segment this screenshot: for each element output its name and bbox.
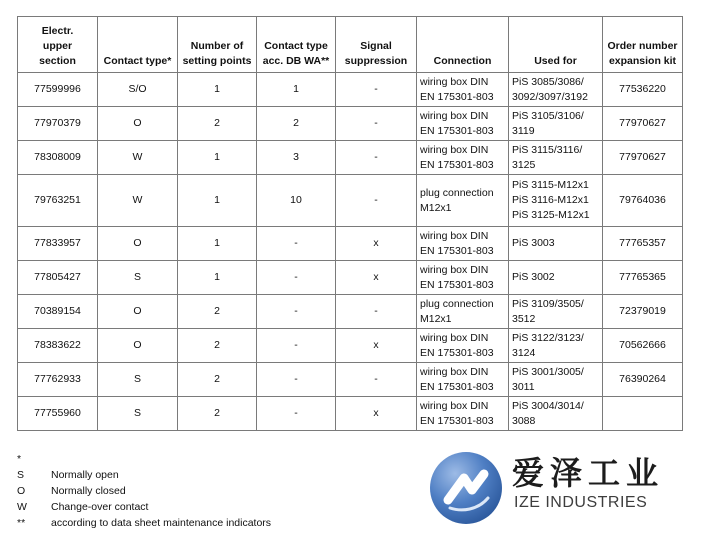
- footnote-row: [17, 451, 271, 467]
- cell-electr-upper-section: 77970379: [18, 107, 98, 141]
- cell-used-for: PiS 3105/3106/ 3119: [509, 107, 603, 141]
- cell-setting-points: 2: [178, 295, 257, 329]
- cell-electr-upper-section: 78308009: [18, 141, 98, 175]
- footnote-symbol: O: [17, 485, 26, 497]
- cell-connection: plug connection M12x1: [417, 295, 509, 329]
- cell-used-for: PiS 3002: [509, 261, 603, 295]
- cell-contact-type-db-wa: 10: [257, 175, 336, 227]
- cell-setting-points: 1: [178, 141, 257, 175]
- cell-order-number: 77765365: [603, 261, 683, 295]
- cell-signal-suppression: x: [336, 329, 417, 363]
- cell-contact-type: S: [98, 261, 178, 295]
- cell-contact-type: W: [98, 175, 178, 227]
- cell-electr-upper-section: 77805427: [18, 261, 98, 295]
- cell-setting-points: 1: [178, 261, 257, 295]
- footnote-symbol: **: [17, 517, 26, 529]
- cell-setting-points: 1: [178, 227, 257, 261]
- cell-order-number: 77765357: [603, 227, 683, 261]
- cell-electr-upper-section: 70389154: [18, 295, 98, 329]
- cell-setting-points: 1: [178, 73, 257, 107]
- logo-english-name: IZE INDUSTRIES: [514, 494, 648, 511]
- cell-contact-type-db-wa: -: [257, 397, 336, 431]
- cell-setting-points: 2: [178, 107, 257, 141]
- cell-used-for: PiS 3001/3005/ 3011: [509, 363, 603, 397]
- table-header-row: [18, 17, 683, 73]
- cell-contact-type: S/O: [98, 73, 178, 107]
- cell-electr-upper-section: 77833957: [18, 227, 98, 261]
- footnote-text: Normally open: [51, 469, 119, 481]
- cell-order-number: [603, 397, 683, 431]
- cell-signal-suppression: -: [336, 295, 417, 329]
- logo-chinese-name: 爱泽工业: [512, 454, 665, 492]
- cell-used-for: PiS 3122/3123/ 3124: [509, 329, 603, 363]
- table-row: [18, 107, 683, 141]
- header-number-of-setting-points: Number of setting points: [178, 17, 257, 73]
- cell-used-for: PiS 3085/3086/ 3092/3097/3192: [509, 73, 603, 107]
- ize-logo-icon: [428, 450, 504, 526]
- cell-connection: plug connection M12x1: [417, 175, 509, 227]
- table-row: [18, 227, 683, 261]
- header-order-number: Order number expansion kit: [603, 17, 683, 73]
- cell-signal-suppression: -: [336, 107, 417, 141]
- footnote-symbol: S: [17, 469, 25, 481]
- cell-order-number: 77970627: [603, 141, 683, 175]
- header-contact-type-db-wa: Contact type acc. DB WA**: [257, 17, 336, 73]
- company-logo: [428, 444, 718, 534]
- cell-signal-suppression: x: [336, 261, 417, 295]
- cell-connection: wiring box DIN EN 175301-803: [417, 397, 509, 431]
- cell-electr-upper-section: 77599996: [18, 73, 98, 107]
- cell-contact-type: S: [98, 397, 178, 431]
- table-row: [18, 141, 683, 175]
- cell-contact-type: W: [98, 141, 178, 175]
- cell-contact-type: O: [98, 329, 178, 363]
- cell-electr-upper-section: 77755960: [18, 397, 98, 431]
- cell-connection: wiring box DIN EN 175301-803: [417, 329, 509, 363]
- cell-signal-suppression: x: [336, 227, 417, 261]
- cell-order-number: 72379019: [603, 295, 683, 329]
- cell-used-for: PiS 3004/3014/ 3088: [509, 397, 603, 431]
- cell-order-number: 70562666: [603, 329, 683, 363]
- cell-contact-type: S: [98, 363, 178, 397]
- cell-electr-upper-section: 79763251: [18, 175, 98, 227]
- footnote-text: according to data sheet maintenance indicators: [51, 517, 272, 529]
- footnote-row: [17, 515, 271, 531]
- cell-contact-type: O: [98, 295, 178, 329]
- header-contact-type: Contact type*: [98, 17, 178, 73]
- cell-connection: wiring box DIN EN 175301-803: [417, 141, 509, 175]
- cell-contact-type-db-wa: -: [257, 227, 336, 261]
- table-row: [18, 295, 683, 329]
- table-row: [18, 397, 683, 431]
- cell-signal-suppression: -: [336, 175, 417, 227]
- cell-contact-type-db-wa: 1: [257, 73, 336, 107]
- header-signal-suppression: Signal suppression: [336, 17, 417, 73]
- cell-order-number: 77970627: [603, 107, 683, 141]
- cell-contact-type-db-wa: 2: [257, 107, 336, 141]
- spec-table: [17, 16, 683, 431]
- cell-contact-type-db-wa: -: [257, 329, 336, 363]
- cell-setting-points: 1: [178, 175, 257, 227]
- cell-order-number: 76390264: [603, 363, 683, 397]
- footnotes: [17, 451, 271, 531]
- cell-signal-suppression: x: [336, 397, 417, 431]
- cell-used-for: PiS 3115/3116/ 3125: [509, 141, 603, 175]
- cell-contact-type: O: [98, 107, 178, 141]
- footnote-symbol: W: [17, 501, 27, 513]
- cell-contact-type-db-wa: -: [257, 363, 336, 397]
- footnote-row: [17, 499, 271, 515]
- cell-setting-points: 2: [178, 363, 257, 397]
- header-used-for: Used for: [509, 17, 603, 73]
- cell-electr-upper-section: 77762933: [18, 363, 98, 397]
- footnote-text: Change-over contact: [51, 501, 149, 513]
- cell-contact-type-db-wa: -: [257, 295, 336, 329]
- cell-setting-points: 2: [178, 397, 257, 431]
- cell-used-for: PiS 3109/3505/ 3512: [509, 295, 603, 329]
- header-electr-upper-section: Electr. upper section: [18, 17, 98, 73]
- cell-order-number: 77536220: [603, 73, 683, 107]
- footnote-symbol: *: [17, 453, 22, 465]
- footnote-text: Normally closed: [51, 485, 126, 497]
- table-row: [18, 363, 683, 397]
- cell-signal-suppression: -: [336, 141, 417, 175]
- cell-contact-type-db-wa: -: [257, 261, 336, 295]
- cell-setting-points: 2: [178, 329, 257, 363]
- cell-connection: wiring box DIN EN 175301-803: [417, 107, 509, 141]
- cell-contact-type: O: [98, 227, 178, 261]
- table-body: [18, 73, 683, 431]
- cell-connection: wiring box DIN EN 175301-803: [417, 363, 509, 397]
- table-row: [18, 175, 683, 227]
- cell-used-for: PiS 3115-M12x1 PiS 3116-M12x1 PiS 3125-M12x1: [509, 175, 603, 227]
- footnote-row: [17, 483, 271, 499]
- cell-electr-upper-section: 78383622: [18, 329, 98, 363]
- cell-contact-type-db-wa: 3: [257, 141, 336, 175]
- cell-order-number: 79764036: [603, 175, 683, 227]
- table-row: [18, 329, 683, 363]
- cell-connection: wiring box DIN EN 175301-803: [417, 73, 509, 107]
- cell-connection: wiring box DIN EN 175301-803: [417, 261, 509, 295]
- cell-connection: wiring box DIN EN 175301-803: [417, 227, 509, 261]
- table-row: [18, 73, 683, 107]
- footnote-row: [17, 467, 271, 483]
- cell-signal-suppression: -: [336, 73, 417, 107]
- cell-used-for: PiS 3003: [509, 227, 603, 261]
- table-row: [18, 261, 683, 295]
- header-connection: Connection: [417, 17, 509, 73]
- cell-signal-suppression: -: [336, 363, 417, 397]
